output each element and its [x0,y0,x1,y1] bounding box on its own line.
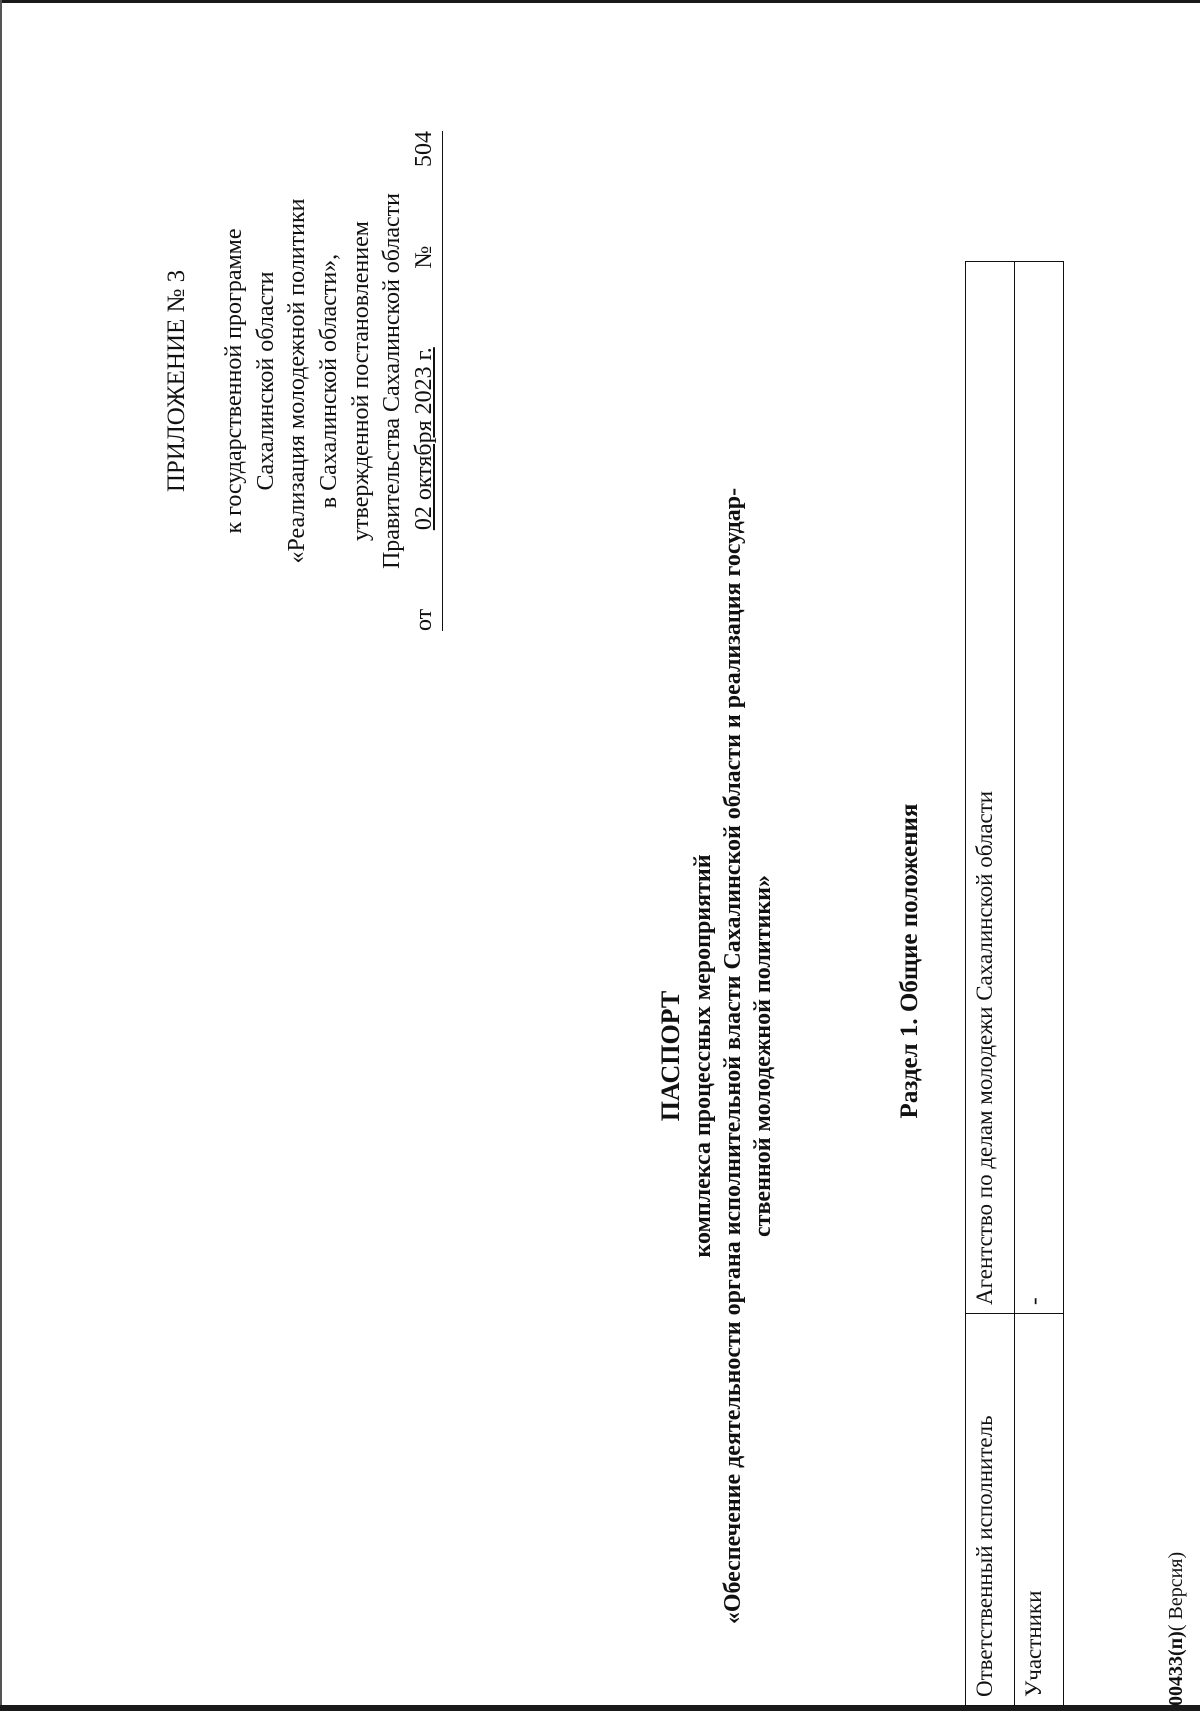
appendix-line: Сахалинской области [252,271,279,491]
row-label: Ответственный исполнитель [966,1314,1015,1706]
approval-date: 02 октября 2023 г. [411,347,438,531]
appendix-date-line [409,131,441,631]
appendix-approval-block [160,131,441,631]
approval-underline [442,131,443,631]
table-row [966,262,1015,1706]
general-info-table [965,261,1064,1706]
appendix-heading: ПРИЛОЖЕНИЕ № 3 [163,269,190,493]
date-prefix: от [411,608,438,631]
document-version-footer [1165,1552,1188,1706]
passport-name-line1: «Обеспечение деятельности органа исполнительной власти Сахалинской области и реализация государ- [719,487,746,1625]
document-version: ( Версия) [1165,1551,1187,1632]
passport-title: ПАСПОРТ [656,990,685,1122]
passport-subtitle: комплекса процессных мероприятий [689,854,716,1258]
number-sign: № [411,245,438,269]
appendix-line: в Сахалинской области», [316,253,343,509]
row-value: Агентство по делам молодежи Сахалинской области [966,262,1015,1314]
appendix-line: «Реализация молодежной политики [284,198,311,564]
row-label: Участники [1015,1314,1064,1706]
passport-name-line2: ственной молодежной политики» [749,875,776,1237]
table-row [1015,262,1064,1706]
passport-title-block [655,441,778,1671]
appendix-line: Правительства Сахалинской области [379,192,406,570]
approval-number: 504 [411,131,438,167]
section-title: Раздел 1. Общие положения [896,803,923,1119]
row-value: - [1015,262,1064,1314]
appendix-line: к государственной программе [221,228,247,534]
document-code: 00433(п) [1165,1631,1187,1706]
appendix-line: утвержденной постановлением [347,221,374,541]
